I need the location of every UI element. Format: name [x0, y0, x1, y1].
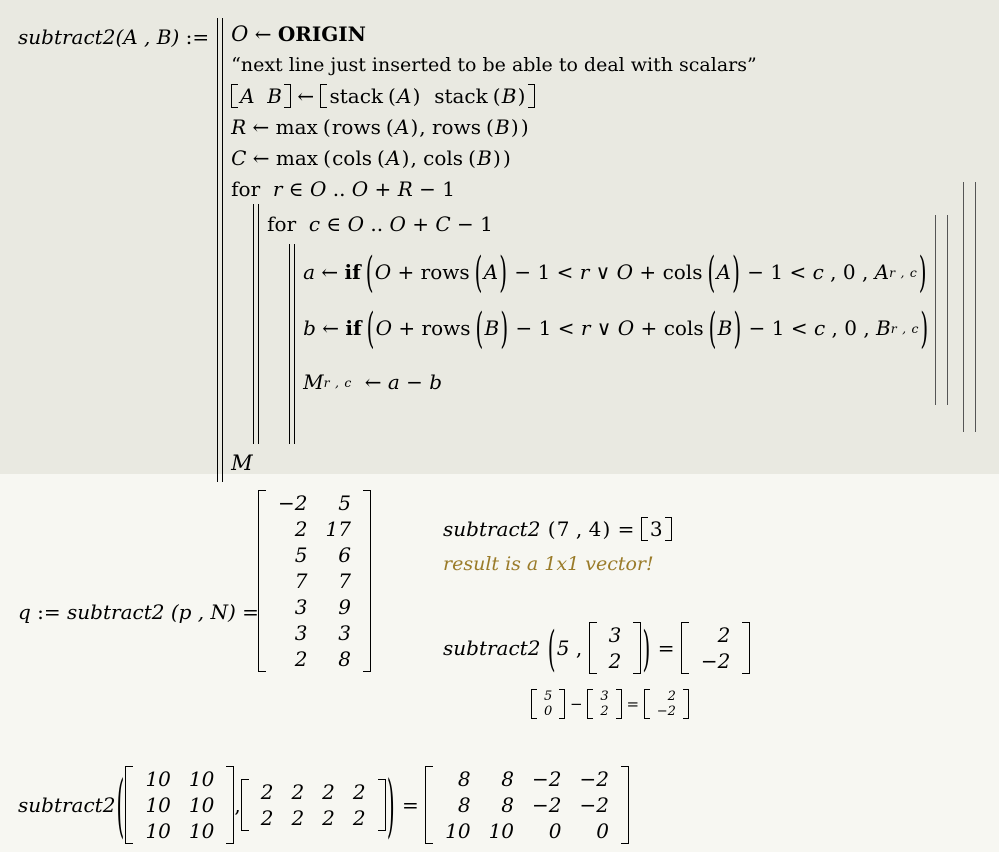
- program-bar-level3: [289, 244, 295, 444]
- program-lines-level2: [267, 204, 929, 444]
- define-symbol: :=: [185, 25, 210, 49]
- program-definition: [18, 18, 929, 482]
- result-scalar-example: subtract2 ( 7 , 4 ) = 3: [443, 517, 672, 541]
- program-line-assign-b: b ← if ( O + rows ( B ) − 1 < r ∨ O + cols ( B ) − 1 < c , 0 , B r , c ): [303, 300, 929, 356]
- matrix-example-b: 2 2 2 2 2 2 2 2: [241, 779, 386, 831]
- matrix-small-result: 2 −2: [644, 689, 689, 719]
- subscript-b: r , c: [890, 320, 920, 336]
- edge-rule-inner: [935, 215, 936, 405]
- edge-rule-outer: [963, 182, 964, 432]
- program-signature: [18, 18, 209, 49]
- matrix-vector-result: 2 −2: [681, 622, 750, 674]
- result-q: [18, 600, 259, 624]
- program-line-for-r: for r ∈ O .. O + R − 1: [231, 176, 455, 201]
- program-lines: [231, 18, 929, 482]
- edge-rule-inner2: [947, 215, 948, 405]
- program-nest-level2: [253, 204, 929, 444]
- result-matrix-example: subtract2 ( 10 10 10 10 10 10 , 2 2 2 2 2 2 2 2 ) = 8 8 −2 −2 8 8 −2 −2 10 10 0 0: [18, 766, 629, 844]
- program-body: [217, 18, 929, 482]
- program-nest-level3: [289, 244, 929, 444]
- program-bar-level1: [217, 18, 223, 482]
- program-line-stack: A B ← stack ( A ) stack ( B ): [231, 80, 929, 111]
- subscript-a: r , c: [889, 264, 918, 280]
- result-q-label: q := subtract2 (p , N) =: [18, 600, 259, 624]
- result-scalar-note: result is a 1x1 vector!: [443, 553, 654, 575]
- matrix-example-result: 8 8 −2 −2 8 8 −2 −2 10 10 0 0: [425, 766, 629, 844]
- program-line-cols: C ← max ( cols ( A ) , cols ( B ) ): [231, 142, 929, 173]
- subscript-m: r , c: [323, 374, 353, 390]
- matrix-vector-b: 3 2: [589, 622, 642, 674]
- result-small-check: 5 0 − 3 2 = 2 −2: [531, 689, 689, 719]
- matrix-example-a: ( 10 10 10 10 10 10: [125, 766, 234, 844]
- matrix-small-b: 3 2: [587, 689, 621, 719]
- return-value: M: [231, 451, 253, 475]
- matrix-small-a: 5 0: [531, 689, 565, 719]
- result-q-matrix: [258, 490, 371, 672]
- program-line-rows: R ← max ( rows ( A ) , rows ( B ) ): [231, 111, 929, 142]
- program-line-origin: O ← ORIGIN: [231, 21, 366, 46]
- results-area: [0, 474, 999, 852]
- edge-rule-outer2: [975, 182, 976, 432]
- matrix-example-comma: ,: [234, 793, 241, 817]
- program-line-for-c: for c ∈ O .. O + C − 1: [267, 212, 493, 236]
- matrix-example-name: subtract2: [18, 793, 116, 817]
- program-line-comment: “next line just inserted to be able to deal with scalars”: [231, 53, 757, 76]
- program-line-assign-a: a ← if ( O + rows ( A ) − 1 < r ∨ O + cols ( A ) − 1 < c , 0 , A r , c ): [303, 244, 929, 300]
- program-line-assign-m: M r , c ← a − b: [303, 370, 443, 394]
- vector-example-name: subtract2: [443, 636, 541, 660]
- result-vector-example: subtract2 ( 5 , 3 2 ) = 2 −2: [443, 622, 750, 674]
- program-args: (A , B): [115, 25, 180, 49]
- program-name: subtract2: [18, 25, 116, 49]
- program-lines-level3: [303, 244, 929, 444]
- matrix-q: −2 5 2 17 5 6 7 7 3 9 3 3 2 8: [258, 490, 371, 672]
- program-bar-level2: [253, 204, 259, 444]
